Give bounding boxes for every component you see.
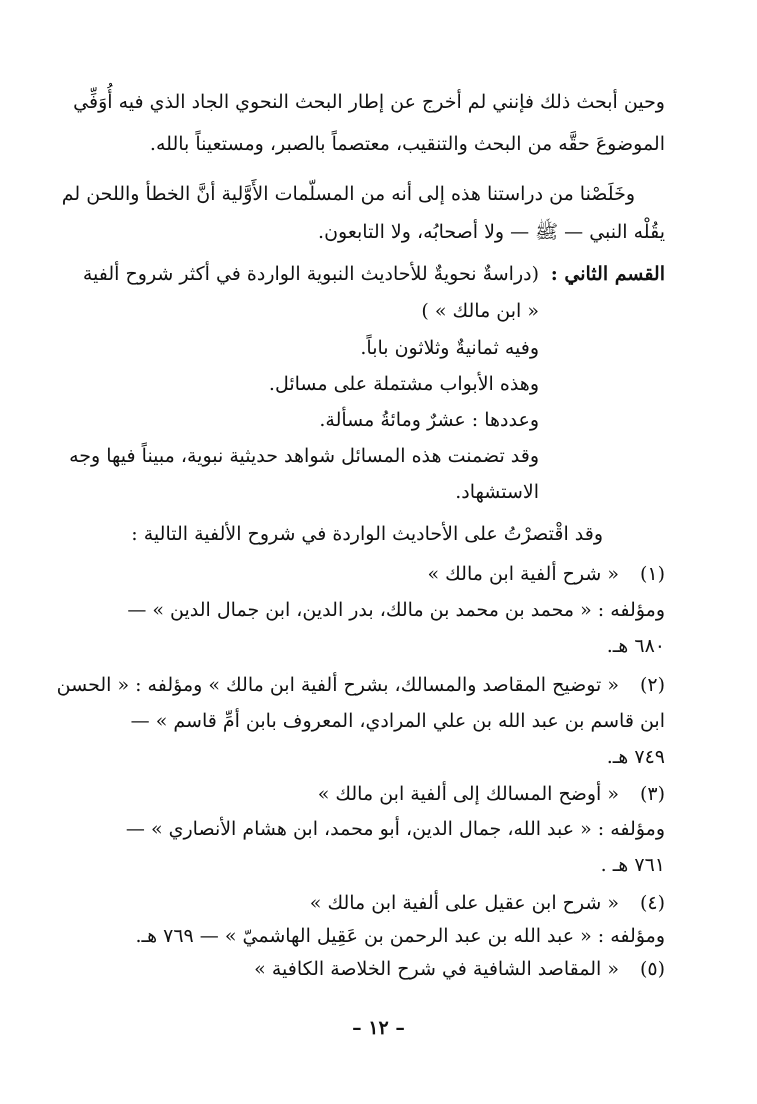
section-issues: وهذه الأبواب مشتملة على مسائل.: [268, 373, 539, 395]
limited-intro: وقد اقْتصرْتُ على الأحاديث الواردة في شروح الألفية التالية :: [131, 523, 603, 545]
item-number: (٤): [639, 892, 665, 914]
item-number: (٣): [639, 783, 665, 805]
item-author-line-1: ومؤلفه : « عبد الله بن عبد الرحمن بن عَقِيل الهاشميّ » — ٧٦٩ هـ.: [135, 925, 665, 947]
page-number: – ١٢ –: [352, 1017, 405, 1039]
item-number: (٢): [639, 674, 665, 696]
section-title-line-1: (دراسةٌ نحويةٌ للأحاديث النبوية الواردة في أكثر شروح ألفية: [82, 263, 539, 285]
item-author-line-1: ومؤلفه : « عبد الله، جمال الدين، أبو محمد، ابن هشام الأنصاري » —: [125, 818, 665, 840]
section-chapters: وفيه ثمانيةٌ وثلاثون باباً.: [360, 337, 539, 359]
item-title: « أوضح المسالك إلى ألفية ابن مالك »: [317, 783, 619, 805]
item-number: (١): [639, 563, 665, 585]
item-author-line-2: ٦٨٠ هـ.: [606, 635, 665, 657]
item-title: « توضيح المقاصد والمسالك، بشرح ألفية ابن مالك » ومؤلفه : « الحسن: [56, 674, 619, 696]
item-title: « شرح ألفية ابن مالك »: [427, 563, 619, 585]
item-title: « شرح ابن عقيل على ألفية ابن مالك »: [309, 892, 619, 914]
section-count: وعددها : عشرٌ ومائةُ مسألة.: [319, 409, 539, 431]
item-author-line-1: ابن قاسم بن عبد الله بن علي المرادي، المعروف بابن أمِّ قاسم » —: [130, 710, 665, 732]
section-label: القسم الثاني :: [550, 263, 665, 285]
item-number: (٥): [639, 958, 665, 980]
intro-line-4: يقُلْه النبي — ﷺ — ولا أصحابُه، ولا التابعون.: [318, 221, 665, 243]
intro-line-2: الموضوعَ حقَّه من البحث والتنقيب، معتصماً بالصبر، ومستعيناً بالله.: [149, 133, 665, 155]
item-author-line-2: ٧٤٩ هـ.: [606, 746, 665, 768]
item-author-line-2: ٧٦١ هـ .: [600, 854, 665, 876]
item-title: « المقاصد الشافية في شرح الخلاصة الكافية »: [254, 958, 619, 980]
intro-line-3: وخَلَصْنا من دراستنا هذه إلى أنه من المسلّمات الأَوَّلية أنَّ الخطأ واللحن لم: [61, 183, 635, 205]
intro-line-1: وحين أبحث ذلك فإنني لم أخرج عن إطار البحث النحوي الجاد الذي فيه أُوَفِّي: [73, 91, 665, 113]
section-includes-line-2: الاستشهاد.: [455, 481, 539, 503]
section-title-line-2: « ابن مالك » ): [421, 300, 539, 322]
section-includes-line-1: وقد تضمنت هذه المسائل شواهد حديثية نبوية، مبيناً فيها وجه: [69, 445, 539, 467]
item-author-line-1: ومؤلفه : « محمد بن محمد بن مالك، بدر الدين، ابن جمال الدين » —: [127, 599, 665, 621]
